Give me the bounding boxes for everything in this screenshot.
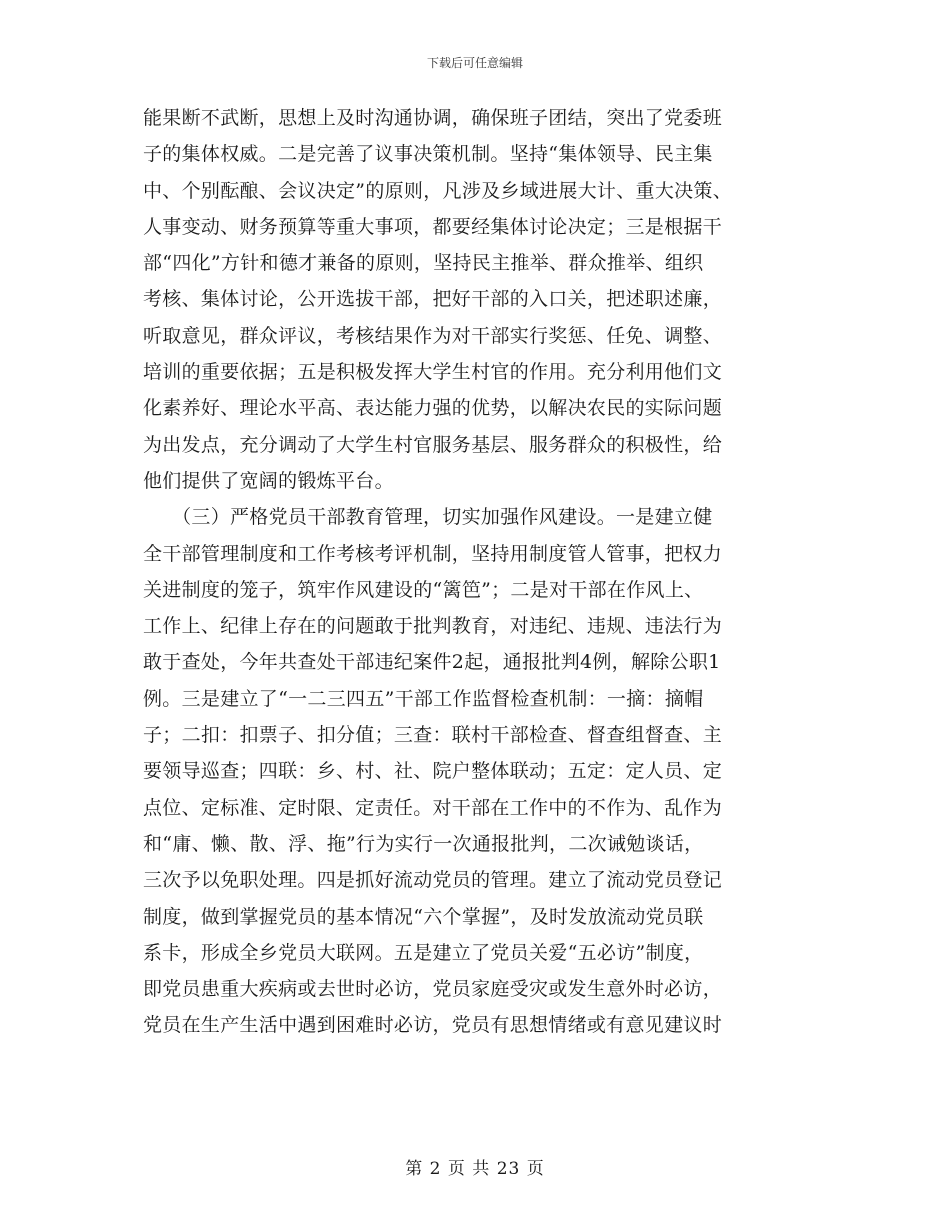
text-line: 为出发点，充分调动了大学生村官服务基层、服务群众的积极性，给: [143, 433, 723, 456]
document-body: [143, 100, 803, 1044]
text-line: 三次予以免职处理。四是抓好流动党员的管理。建立了流动党员登记: [143, 869, 723, 892]
text-line: 即党员患重大疾病或去世时必访，党员家庭受灾或发生意外时必访，: [143, 978, 723, 1001]
text-line: 培训的重要依据；五是积极发挥大学生村官的作用。充分利用他们文: [143, 361, 723, 384]
text-line: 子；二扣：扣票子、扣分值；三查：联村干部检查、督查组督查、主: [143, 724, 723, 747]
text-line: 听取意见，群众评议，考核结果作为对干部实行奖惩、任免、调整、: [143, 324, 723, 347]
text-line: 工作上、纪律上存在的问题敢于批判教育，对违纪、违规、违法行为: [143, 615, 723, 638]
text-line: 化素养好、理论水平高、表达能力强的优势，以解决农民的实际问题: [143, 397, 723, 420]
text-line: 中、个别酝酿、会议决定”的原则，凡涉及乡域进展大计、重大决策、: [143, 179, 733, 202]
text-line: 点位、定标准、定时限、定责任。对干部在工作中的不作为、乱作为: [143, 796, 723, 819]
text-line: 敢于查处，今年共查处干部违纪案件2起，通报批判4例，解除公职1: [143, 651, 721, 674]
text-line: 他们提供了宽阔的锻炼平台。: [143, 469, 394, 492]
text-line: 子的集体权威。二是完善了议事决策机制。坚持“集体领导、民主集: [143, 143, 713, 166]
text-line: 要领导巡查；四联：乡、村、社、院户整体联动；五定：定人员、定: [143, 760, 723, 783]
text-line: （三）严格党员干部教育管理，切实加强作风建设。一是建立健: [143, 506, 713, 529]
text-line: 能果断不武断，思想上及时沟通协调，确保班子团结，突出了党委班: [143, 107, 723, 129]
text-line: 部“四化”方针和德才兼备的原则，坚持民主推举、群众推举、组织: [143, 252, 704, 275]
page-number: 第 2 页 共 23 页: [405, 1159, 545, 1179]
text-line: 制度，做到掌握党员的基本情况“六个掌握”，及时发放流动党员联: [143, 905, 704, 928]
text-line: 和“庸、懒、散、浮、拖”行为实行一次通报批判，二次诫勉谈话，: [143, 832, 704, 855]
text-line: 例。三是建立了“一二三四五”干部工作监督检查机制：一摘：摘帽: [143, 687, 704, 710]
text-line: 系卡，形成全乡党员大联网。五是建立了党员关爱“五必访”制度，: [143, 941, 704, 964]
text-line: 关进制度的笼子，筑牢作风建设的“篱笆”；二是对干部在作风上、: [143, 578, 704, 601]
text-line: 考核、集体讨论，公开选拔干部，把好干部的入口关，把述职述廉，: [143, 288, 723, 311]
text-line: 全干部管理制度和工作考核考评机制，坚持用制度管人管事，把权力: [143, 542, 723, 565]
page-header-note: 下载后可任意编辑: [426, 56, 523, 70]
text-line: 人事变动、财务预算等重大事项，都要经集体讨论决定；三是根据干: [143, 215, 723, 238]
text-line: 党员在生产生活中遇到困难时必访，党员有思想情绪或有意见建议时: [143, 1014, 723, 1037]
